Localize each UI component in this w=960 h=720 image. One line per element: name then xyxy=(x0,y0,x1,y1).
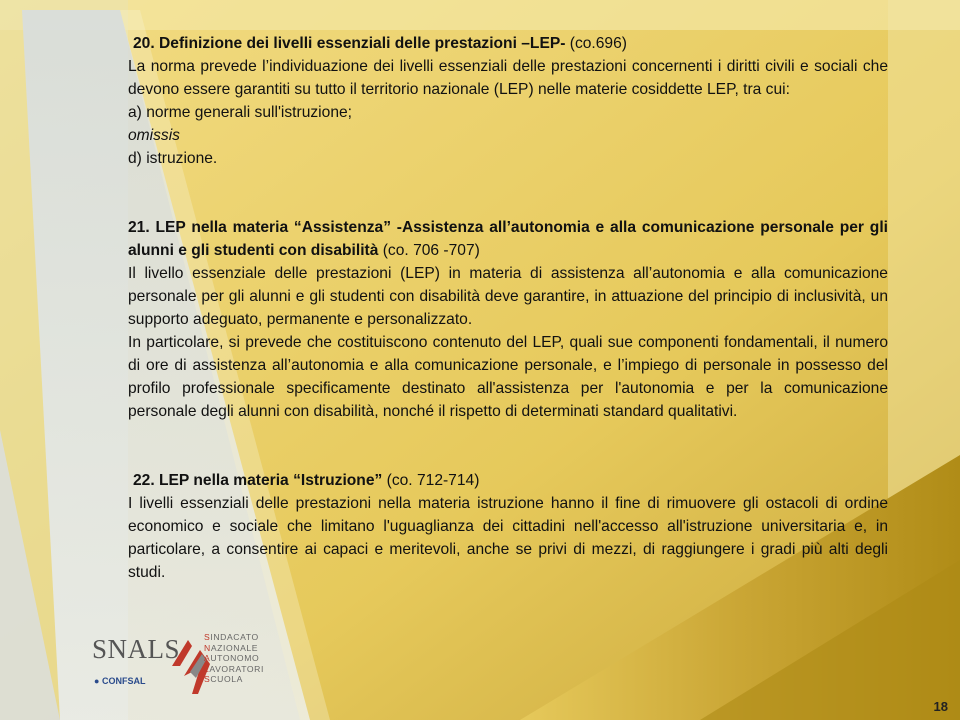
section-22-heading: 22. LEP nella materia “Istruzione” xyxy=(133,472,383,489)
section-20-body: La norma prevede l’individuazione dei livelli essenziali delle prestazioni concernenti i diritti civili e sociali che devono essere garantiti su tutto il territorio nazionale (LEP) nelle materie cosiddette LEP, tra cui: xyxy=(128,58,888,98)
acronym-line: NAZIONALE xyxy=(204,642,259,653)
snals-acronym xyxy=(204,632,264,685)
acronym-line: SCUOLA xyxy=(204,674,243,685)
section-21-body-1: Il livello essenziale delle prestazioni (LEP) in materia di assistenza all’autonomia e alla comunicazione personale per gli alunni e gli studenti con disabilità deve garantire, in attuazione del principio di inclusività, un supporto adeguato, permanente e personalizzato. xyxy=(128,265,888,328)
confsal-text: CONFSAL xyxy=(101,676,146,686)
section-20-reference: (co.696) xyxy=(565,35,627,52)
section-20-item-a: a) norme generali sull'istruzione; xyxy=(128,104,352,121)
acronym-line: LAVORATORI xyxy=(204,663,264,674)
section-21-heading-line xyxy=(128,216,888,262)
spacer xyxy=(128,423,888,469)
slide-content xyxy=(128,32,888,584)
section-20-omissis: omissis xyxy=(128,127,180,144)
snals-wordmark: SNALS xyxy=(92,634,181,664)
section-21-reference: (co. 706 -707) xyxy=(378,242,480,259)
acronym-line: SINDACATO xyxy=(204,632,259,642)
section-21-body-2: In particolare, si prevede che costituiscono contenuto del LEP, quali sue componenti fondamentali, il numero di ore di assistenza all’autonomia e alla comunicazione personale, e l’impiego di personale in possesso del profilo professionale specificamente destinato all'assistenza per l'autonomia e per la comunicazione personale degli alunni con disabilità, nonché il rispetto di determinati standard qualitativi. xyxy=(128,334,888,420)
section-21-heading: 21. LEP nella materia “Assistenza” -Assistenza all’autonomia e alla comunicazione personale per gli alunni e gli studenti con disabilità xyxy=(128,219,888,259)
section-22-body: I livelli essenziali delle prestazioni nella materia istruzione hanno il fine di rimuovere gli ostacoli di ordine economico e sociale che limitano l'uguaglianza dei cittadini nell'accesso all'istruzione universitaria e, in particolare, a consentire ai capaci e meritevoli, anche se privi di mezzi, di raggiungere i gradi più alti degli studi. xyxy=(128,495,888,581)
section-22-reference: (co. 712-714) xyxy=(382,472,480,489)
acronym-line: AUTONOMO xyxy=(204,653,260,664)
section-20-item-d: d) istruzione. xyxy=(128,150,218,167)
confsal-label xyxy=(94,676,145,686)
confsal-icon: ● xyxy=(94,676,100,686)
spacer xyxy=(128,170,888,216)
section-20-heading: 20. Definizione dei livelli essenziali delle prestazioni –LEP- xyxy=(133,35,566,52)
section-22-heading-line xyxy=(128,469,888,492)
section-20-heading-line xyxy=(128,32,888,55)
page-number: 18 xyxy=(933,699,948,714)
snals-logo xyxy=(92,630,292,700)
